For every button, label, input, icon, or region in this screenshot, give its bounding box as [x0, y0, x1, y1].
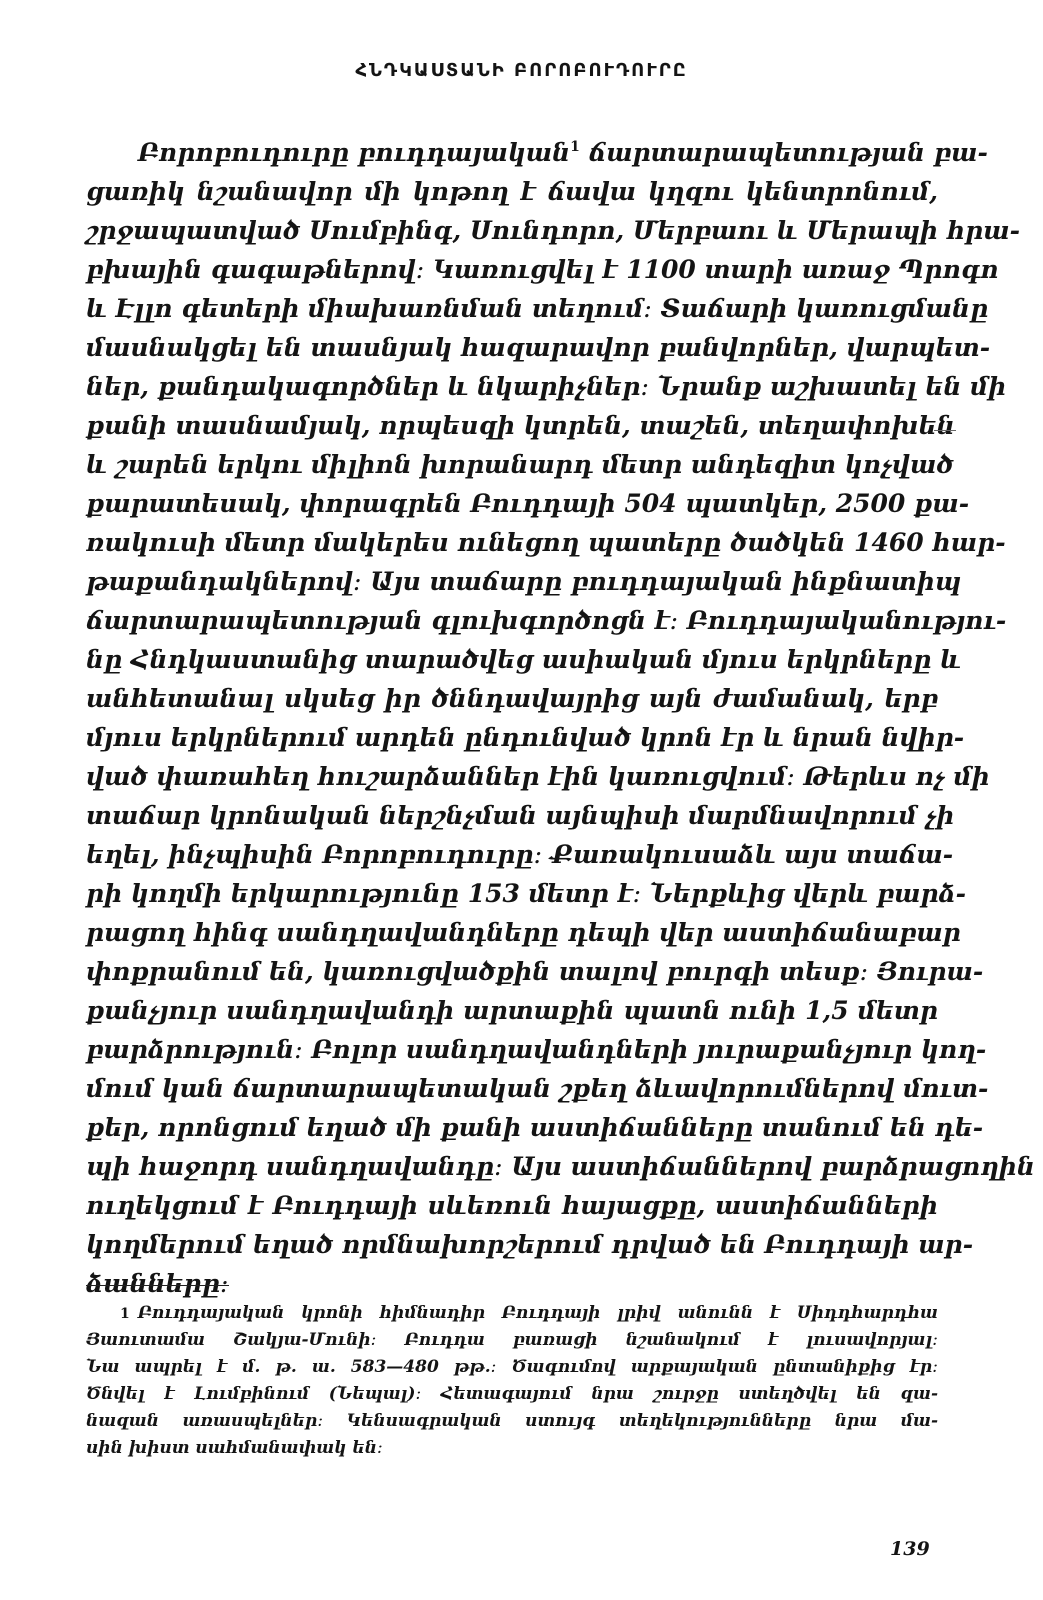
footnote-marker: 1 [120, 1306, 130, 1322]
body-line: ցառիկ նշանավոր մի կոթող է ճավա կղզու կենտրոնում, [86, 177, 938, 206]
body-line: ճարտարապետության գլուխգործոցն է։ Բուդդայականությու- [86, 606, 1007, 635]
footnote-line: սին խիստ սահմանափակ են։ [86, 1438, 383, 1458]
body-line: տաճար կրոնական ներշնչման այնպիսի մարմնավորում չի [86, 801, 955, 830]
body-line: մյուս երկրներում արդեն ընդունված կրոն էր և նրան նվիր- [86, 723, 965, 752]
body-line: բարձրություն։ Բոլոր սանդղավանդների յուրաքանչյուր կող- [86, 1035, 987, 1064]
body-line-text: ճարտարապետության բա- [588, 138, 988, 167]
body-line: քարատեսակ, փորագրեն Բուդդայի 504 պատկեր, 2500 քա- [86, 489, 970, 518]
body-line: ներ, քանդակագործներ և նկարիչներ։ Նրանք աշխատել են մի [86, 372, 1007, 401]
body-line: շրջապատված Սումբինգ, Սունդորո, Մերբաու և Մերապի հրա- [86, 216, 1020, 245]
body-line: ուղեկցում է Բուդդայի սևեռուն հայացքը, աստիճանների [86, 1191, 938, 1220]
body-line: անհետանալ սկսեց իր ծննդավայրից այն ժամանակ, երբ [86, 684, 938, 713]
margin-mark [934, 430, 956, 431]
body-line: և շարեն երկու միլիոն խորանարդ մետր անդեզիտ կոչված [86, 450, 954, 479]
body-line [86, 133, 988, 172]
body-line-text: Բորոբուդուրը բուդդայական [138, 138, 571, 167]
footnote-line: Ծնվել է Լումբինում (Նեպալ)։ Հետագայում նրա շուրջը ստեղծվել են զա- [86, 1384, 938, 1404]
body-line: քանի տասնամյակ, որպեսզի կտրեն, տաշեն, տեղափոխեն [86, 411, 955, 440]
footnote-reference: 1 [570, 139, 580, 155]
footnote-line [86, 1300, 938, 1327]
body-line: փոքրանում են, կառուցվածքին տալով բուրգի տեսք։ Յուրա- [86, 957, 984, 986]
footnote-line: Յաուտամա Շակյա-Մունի։ Բուդդա բառացի նշանակում է լուսավորյալ։ [86, 1330, 938, 1350]
footnote-line: Նա ապրել է մ. թ. ա. 583—480 թթ.։ Ծագումով արքայական ընտանիքից էր։ [86, 1357, 938, 1377]
body-line: նը Հնդկաստանից տարածվեց ասիական մյուս երկրները և [86, 645, 962, 674]
body-line: քանչյուր սանդղավանդի արտաքին պատն ունի 1,5 մետր [86, 996, 938, 1025]
body-text [86, 133, 1035, 1303]
footnote-line: նազան առասպելներ։ Կենսագրական ստույգ տեղեկությունները նրա մա- [86, 1411, 938, 1431]
body-line: և Էլլո գետերի միախառնման տեղում։ Տաճարի կառուցմանը [86, 294, 989, 323]
footnote-rule [86, 1285, 229, 1286]
body-line: ված փառահեղ հուշարձաններ էին կառուցվում։ Թերևս ոչ մի [86, 762, 990, 791]
body-line: մում կան ճարտարապետական շքեղ ձևավորումներով մուտ- [86, 1074, 989, 1103]
body-line: բխային գագաթներով։ Կառուցվել է 1100 տարի առաջ Պրոգո [86, 255, 999, 284]
footnote-line-text: Բուդդայական կրոնի հիմնադիր Բուդդայի լրիվ անունն է Սիդդհարդհա [137, 1303, 938, 1323]
page-number: 139 [890, 1538, 930, 1560]
body-line: րացող հինգ սանդղավանդները դեպի վեր աստիճանաբար [86, 918, 961, 947]
body-line: քեր, որոնցում եղած մի քանի աստիճանները տանում են դե- [86, 1113, 984, 1142]
body-line: մասնակցել են տասնյակ հազարավոր բանվորներ, վարպետ- [86, 333, 991, 362]
footnote [86, 1300, 938, 1462]
body-line: թաքանդակներով։ Այս տաճարը բուդդայական ինքնատիպ [86, 567, 962, 596]
body-line: րի կողմի երկարությունը 153 մետր է։ Ներքևից վերև բարձ- [86, 879, 967, 908]
running-head: ՀՆԴԿԱՍՏԱՆԻ ԲՈՐՈԲՈՒԴՈՒՐԸ [355, 60, 688, 81]
body-line: ռակուսի մետր մակերես ունեցող պատերը ծածկեն 1460 հար- [86, 528, 1006, 557]
body-line: եղել, ինչպիսին Բորոբուդուրը։ Քառակուսաձև այս տաճա- [86, 840, 954, 869]
body-line: ձանները։ [86, 1269, 229, 1298]
body-line: կողմերում եղած որմնախորշերում դրված են Բուդդայի ար- [86, 1230, 974, 1259]
body-line: պի հաջորդ սանդղավանդը։ Այս աստիճաններով բարձրացողին [86, 1152, 1035, 1181]
